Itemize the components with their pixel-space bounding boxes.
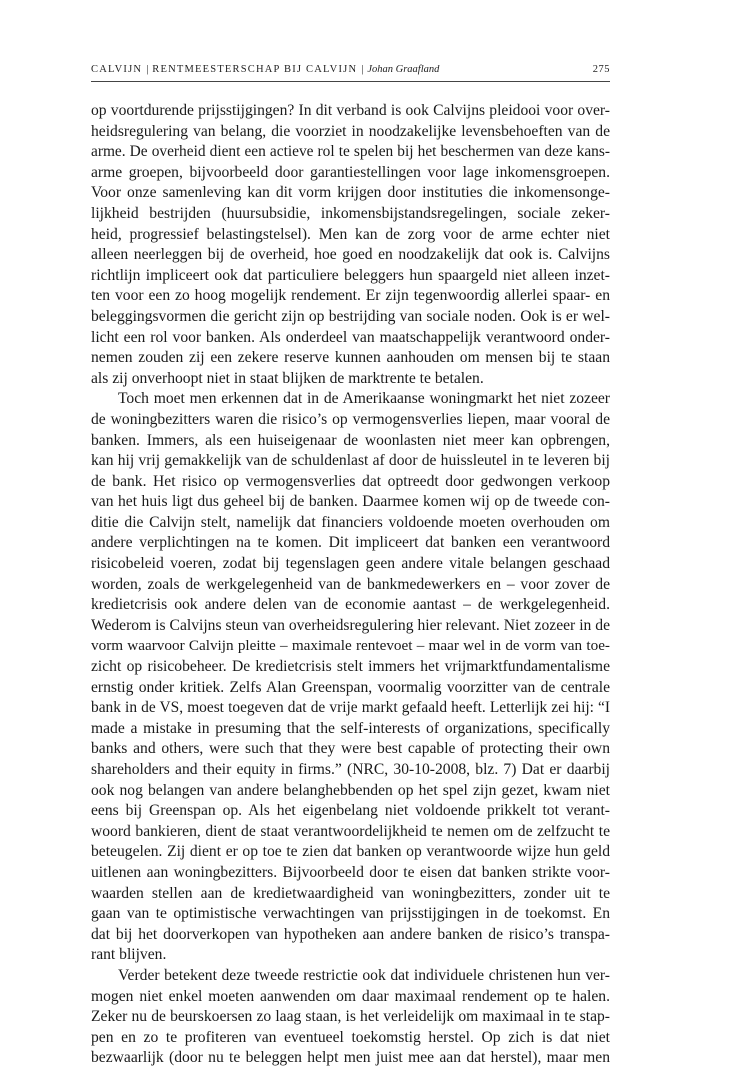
text-line: banks and others, were such that they were best capable of protecting their own (91, 740, 610, 758)
text-line: risicobeleid voeren, zodat bij tegenslagen geen andere vitale belangen geschaad (91, 555, 610, 573)
text-line: als zij onverhoopt niet in staat blijken de marktrente te betalen. (91, 369, 484, 387)
text-line: de bank. Het risico op vermogensverlies dat optreedt door gedwongen verkoop (91, 472, 610, 490)
text-line: mogen niet enkel moeten aanwenden om daar maximaal rendement op te halen. (91, 987, 610, 1005)
text-line: Zeker nu de beurskoersen zo laag staan, is het verleidelijk om maximaal in te stap- (91, 1008, 610, 1026)
text-line: waarden stellen aan de kredietwaardigheid van woningbezitters, zonder uit te (91, 884, 610, 902)
text-line: lijkheid bestrijden (huursubsidie, inkomensbijstandsregelingen, sociale zeker- (91, 204, 610, 222)
running-head-author: Johan Graafland (367, 64, 440, 75)
text-line: made a mistake in presuming that the self-interests of organizations, specifically (91, 719, 610, 737)
text-line: vorm waarvoor Calvijn pleitte – maximale rentevoet – maar wel in de vorm van toe- (91, 637, 610, 655)
body-text (91, 101, 610, 1069)
text-line: gaan van te optimistische verwachtingen van prijsstijgingen in de toekomst. En (91, 905, 610, 923)
text-line: licht een rol voor banken. Als onderdeel van maatschappelijk verantwoord onder- (91, 328, 610, 346)
text-line: woord bankieren, dient de staat verantwoordelijkheid te nemen om de zelfzucht te (91, 822, 610, 840)
text-line: van het huis ligt dus geheel bij de banken. Daarmee komen wij op de tweede con- (91, 493, 610, 511)
text-line: richtlijn impliceert ook dat particuliere beleggers hun spaargeld niet alleen inzet- (91, 266, 610, 284)
text-line: kredietcrisis ook andere delen van de economie aantast – de werkgelegenheid. (91, 596, 610, 614)
text-line: heidsregulering van belang, die voorziet in noodzakelijke levensbehoeften van de (91, 122, 610, 140)
text-line: pen en zo te profiteren van eventueel toekomstig herstel. Op zich is dat niet (91, 1028, 610, 1046)
text-line: banken. Immers, als een huiseigenaar de woonlasten niet meer kan opbrengen, (91, 431, 610, 449)
text-line: dat bij het doorverkopen van hypotheken aan andere banken de risico’s transpa- (91, 925, 610, 943)
text-line: heid, progressief belastingstelsel). Men kan de zorg voor de arme echter niet (91, 225, 610, 243)
page-number: 275 (592, 64, 610, 75)
text-line: Voor onze samenleving kan dit vorm krijgen door instituties die inkomensonge- (91, 184, 610, 202)
running-head-separator-1: | (146, 64, 149, 75)
text-line: de woningbezitters waren die risico’s op vermogensverlies liepen, maar vooral de (91, 410, 610, 428)
text-line: bezwaarlijk (door nu te beleggen helpt men juist mee aan dat herstel), maar men (91, 1049, 610, 1067)
text-line: op voortdurende prijsstijgingen? In dit verband is ook Calvijns pleidooi voor over- (91, 102, 610, 119)
running-head-part1: CALVIJN (91, 64, 143, 75)
text-line: worden, zoals de werkgelegenheid van de bankmedewerkers en – voor zover de (91, 575, 610, 593)
running-head-separator-2: | (361, 64, 364, 75)
text-line: arme. De overheid dient een actieve rol te spelen bij het beschermen van deze kans- (91, 143, 610, 161)
text-line: Wederom is Calvijns steun van overheidsregulering hier relevant. Niet zozeer in de (91, 616, 610, 634)
text-line: alleen neerleggen bij de overheid, hoe goed en noodzakelijk dat ook is. Calvijns (91, 246, 610, 264)
text-line: bank in de VS, moest toegeven dat de vrije markt gefaald heeft. Letterlijk zei hij: “I (91, 699, 610, 717)
text-line: beleggingsvormen die gericht zijn op bestrijding van sociale noden. Ook is er wel- (91, 307, 610, 325)
text-line: kan hij vrij gemakkelijk van de schuldenlast af door de huissleutel in te leveren bij (91, 452, 610, 470)
text-line: ditie die Calvijn stelt, namelijk dat financiers voldoende moeten overhouden om (91, 513, 610, 531)
text-line: eens bij Greenspan op. Als het eigenbelang niet voldoende prikkelt tot verant- (91, 802, 610, 820)
running-head-part2: RENTMEESTERSCHAP BIJ CALVIJN (152, 64, 358, 75)
text-line: shareholders and their equity in firms.” (NRC, 30-10-2008, blz. 7) Dat er daarbij (91, 761, 610, 778)
text-line: ten voor een zo hoog mogelijk rendement. Er zijn tegenwoordig allerlei spaar- en (91, 287, 610, 305)
text-line: Verder betekent deze tweede restrictie ook dat individuele christenen hun ver- (118, 966, 610, 984)
text-line: ook nog belangen van andere belanghebbenden op het spel zijn gezet, kwam niet (91, 781, 610, 799)
text-line: rant blijven. (91, 946, 167, 964)
running-head-title (91, 64, 439, 75)
text-line: zicht op risicobeheer. De kredietcrisis stelt immers het vrijmarktfundamentalisme (91, 658, 610, 676)
text-line: Toch moet men erkennen dat in de Amerikaanse woningmarkt het niet zozeer (118, 390, 610, 408)
text-line: ernstig onder kritiek. Zelfs Alan Greenspan, voormalig voorzitter van de centrale (91, 678, 610, 696)
text-line: beteugelen. Zij dient er op toe te zien dat banken op verantwoorde wijze hun geld (91, 843, 610, 861)
header-rule (91, 81, 610, 82)
text-line: andere verplichtingen na te komen. Dit impliceert dat banken een verantwoord (91, 534, 610, 552)
text-line: uitlenen aan woningbezitters. Bijvoorbeeld door te eisen dat banken strikte voor- (91, 863, 610, 881)
text-line: arme groepen, bijvoorbeeld door garantiestellingen voor lage inkomensgroepen. (91, 163, 610, 181)
running-head (91, 64, 610, 78)
text-line: nemen zouden zij een zekere reserve kunnen aanhouden om mensen bij te staan (91, 349, 610, 367)
